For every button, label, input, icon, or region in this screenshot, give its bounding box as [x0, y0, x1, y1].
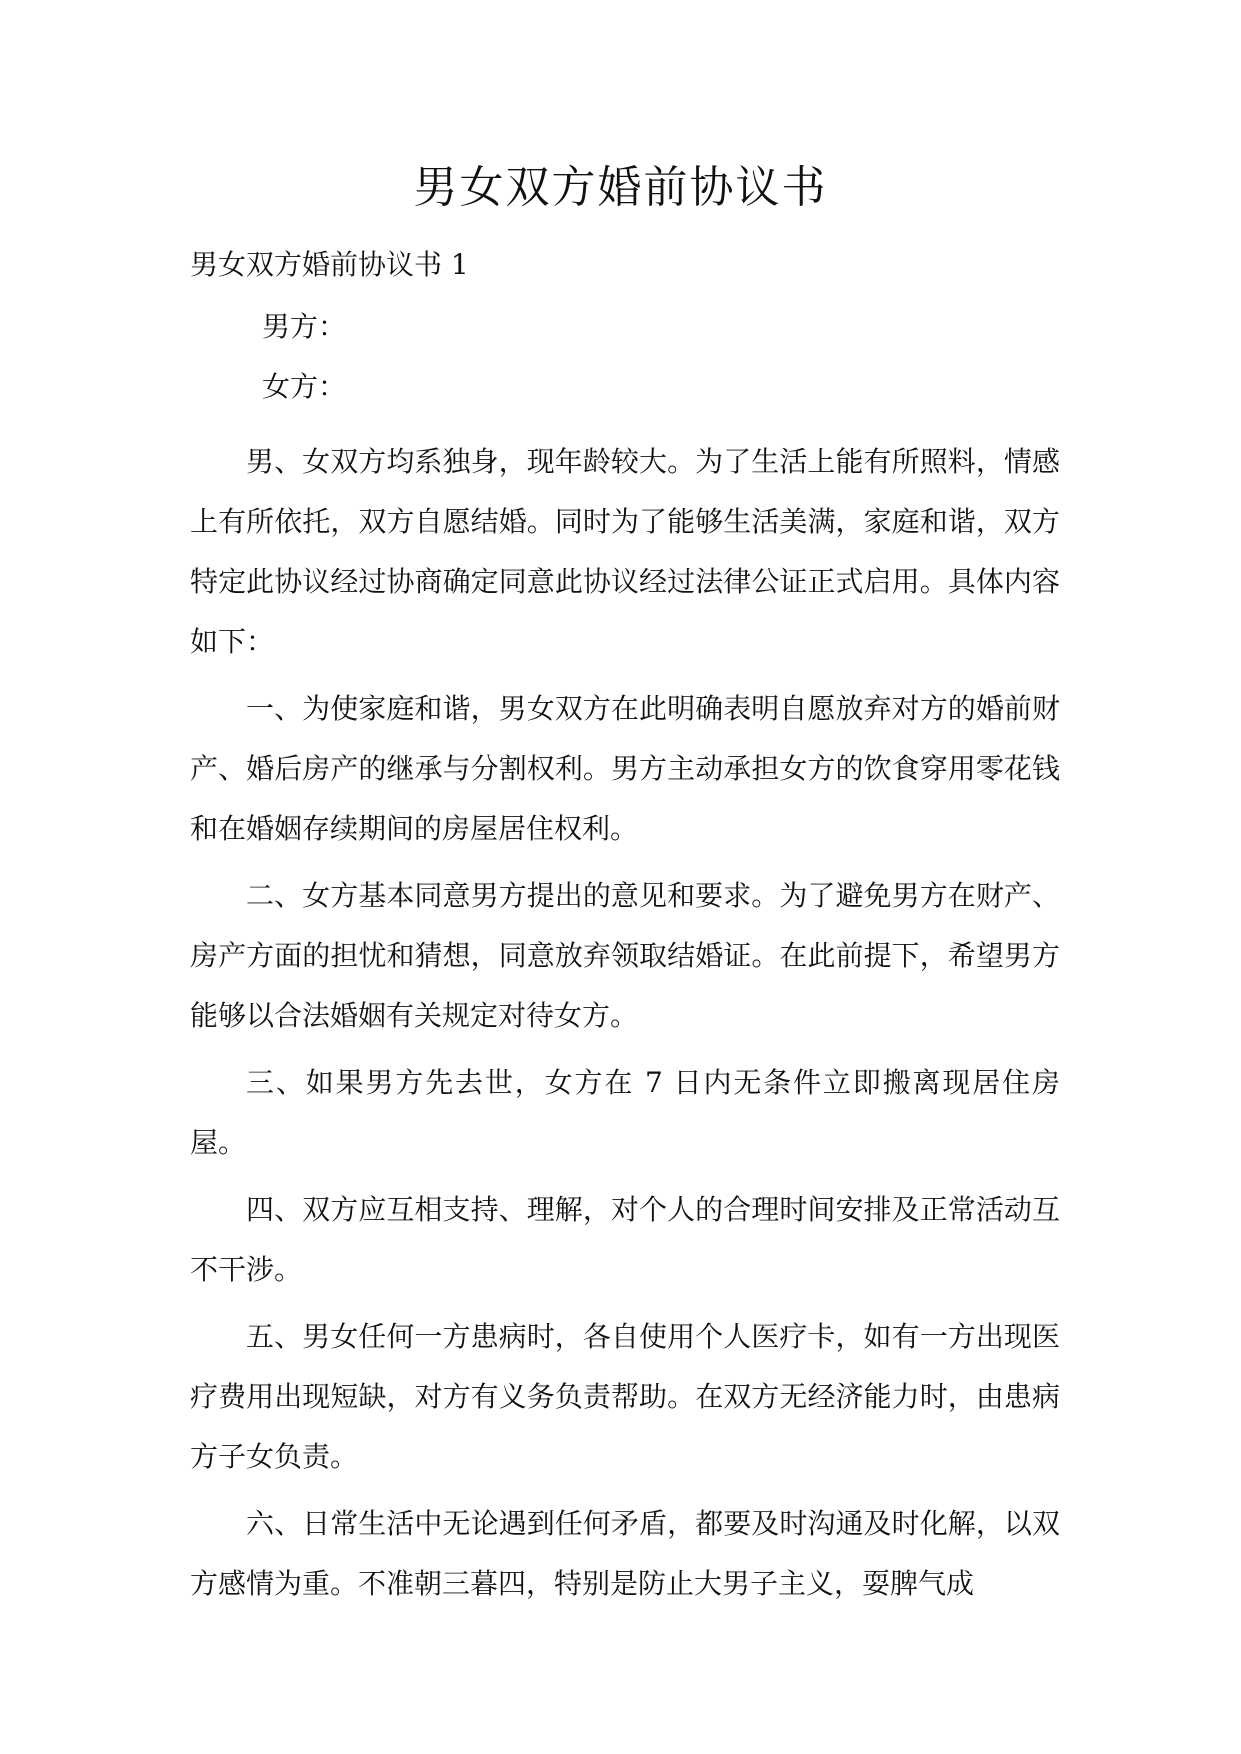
paragraph-clause-1: 一、为使家庭和谐，男女双方在此明确表明自愿放弃对方的婚前财产、婚后房产的继承与分割权利。男方主动承担女方的饮食穿用零花钱和在婚姻存续期间的房屋居住权利。 — [190, 692, 1060, 845]
paragraph-clause-4: 四、双方应互相支持、理解，对个人的合理时间安排及正常活动互不干涉。 — [190, 1193, 1060, 1286]
paragraph-intro: 男、女双方均系独身，现年龄较大。为了生活上能有所照料，情感上有所依托，双方自愿结婚。同时为了能够生活美满，家庭和谐，双方特定此协议经过协商确定同意此协议经过法律公证正式启用。具体内容如下： — [190, 445, 1060, 658]
paragraph-clause-3: 三、如果男方先去世，女方在 7 日内无条件立即搬离现居住房屋。 — [190, 1066, 1060, 1159]
document-body — [190, 432, 1060, 1614]
document-subtitle: 男女双方婚前协议书 1 — [190, 248, 469, 281]
paragraph-clause-2: 二、女方基本同意男方提出的意见和要求。为了避免男方在财产、房产方面的担忧和猜想，同意放弃领取结婚证。在此前提下，希望男方能够以合法婚姻有关规定对待女方。 — [190, 879, 1060, 1032]
male-party-line: 男方： — [262, 310, 347, 343]
document-title: 男女双方婚前协议书 — [413, 162, 828, 213]
paragraph-clause-5: 五、男女任何一方患病时，各自使用个人医疗卡，如有一方出现医疗费用出现短缺，对方有义务负责帮助。在双方无经济能力时，由患病方子女负责。 — [190, 1320, 1060, 1473]
female-party-line: 女方： — [262, 370, 347, 403]
paragraph-clause-6: 六、日常生活中无论遇到任何矛盾，都要及时沟通及时化解，以双方感情为重。不准朝三暮四，特别是防止大男子主义，耍脾气成 — [190, 1507, 1060, 1600]
